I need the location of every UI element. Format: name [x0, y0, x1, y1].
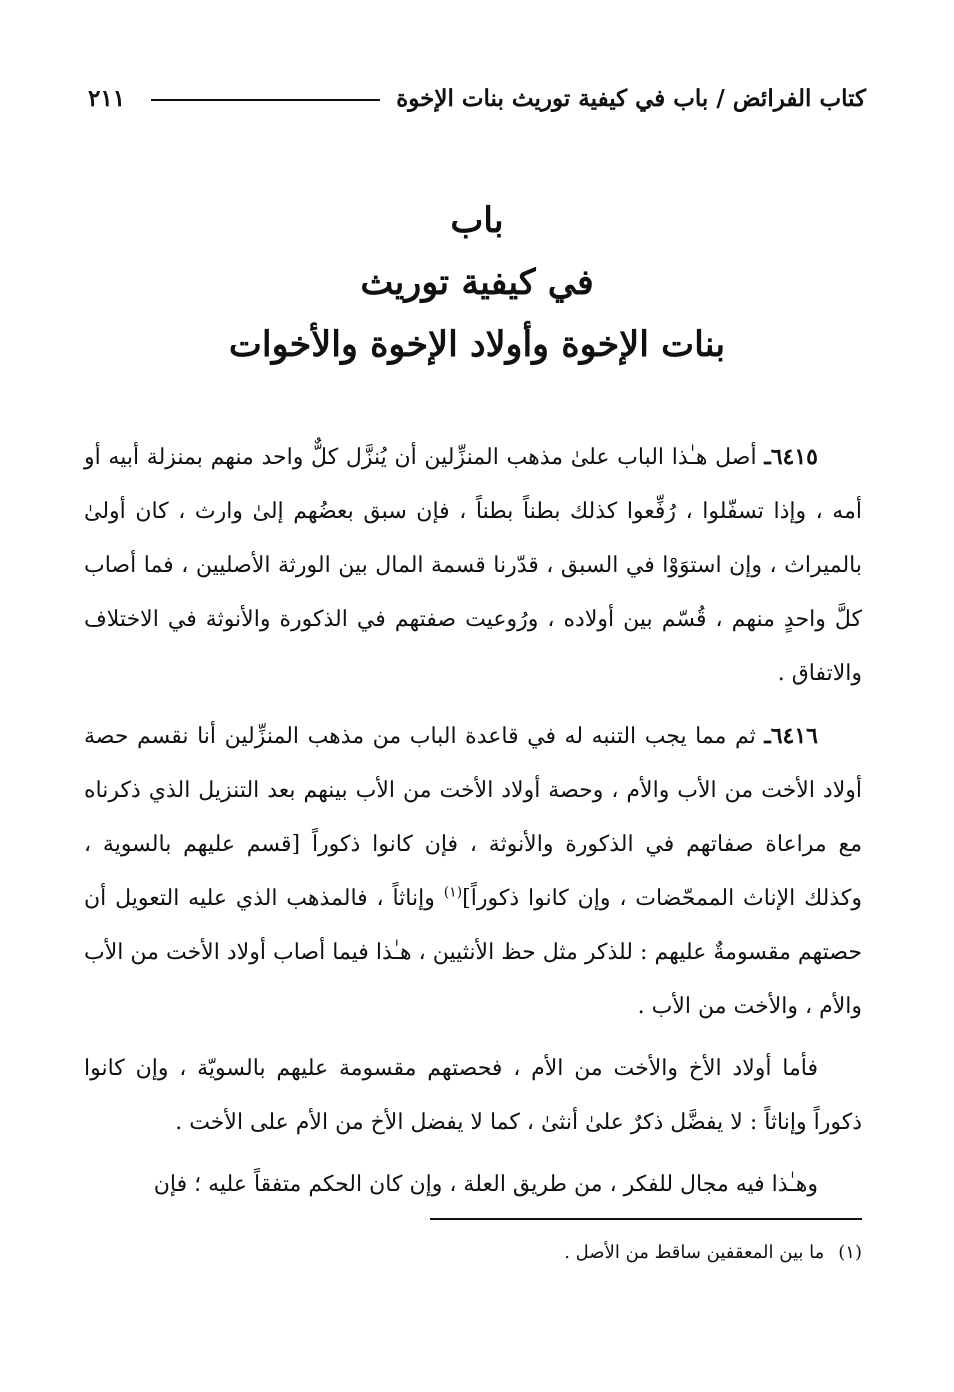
footnote-text: ما بين المعقفين ساقط من الأصل . — [564, 1242, 825, 1263]
paragraph-reasoning — [84, 1158, 862, 1212]
footnote-mark: (١) — [838, 1242, 862, 1263]
chapter-heading-line-3: بنات الإخوة وأولاد الإخوة والأخوات — [228, 324, 726, 365]
running-head — [88, 76, 866, 120]
footnote-rule — [430, 1218, 862, 1220]
body-text — [84, 430, 862, 1212]
paragraph-6416 — [84, 709, 862, 1034]
paragraph-text: وهـٰذا فيه مجال للفكر ، من طريق العلة ، وإن كان الحكم متفقاً عليه ؛ فإن — [153, 1172, 818, 1197]
paragraph-6415 — [84, 430, 862, 701]
running-head-title: كتاب الفرائض / باب في كيفية توريث بنات الإخوة — [396, 84, 866, 112]
paragraph-number: ٦٤١٥ـ — [764, 444, 818, 470]
chapter-heading — [88, 190, 866, 376]
paragraph-text: ثم مما يجب التنبه له في قاعدة الباب من مذهب المنزِّلين أنا نقسم حصة أولاد الأخت من الأب والأم ، وحصة أولاد الأخت من الأب بينهم بعد التنزيل الذي ذكرناه مع مراعاة صفاتهم في الذكورة والأنوثة ، فإن كانوا ذكوراً [قسم عليهم بالسوية ، وكذلك الإناث الممحّضات ، وإن كانوا ذكوراً] — [84, 724, 862, 911]
paragraph-text: أصل هـٰذا الباب علىٰ مذهب المنزِّلين أن يُنزَّل كلٌّ واحد منهم بمنزلة أبيه أو أمه ، وإذا تسفّلوا ، رُفِّعوا كذلك بطناً بطناً ، فإن سبق بعضُهم إلىٰ وارث ، كان أولىٰ بالميراث ، وإن استوَوْا في السبق ، قدّرنا قسمة المال بين الورثة الأصليين ، فما أصاب كلَّ واحدٍ منهم ، قُسّم بين أولاده ، ورُوعيت صفتهم في الذكورة والأنوثة في الاختلاف والاتفاق . — [84, 445, 862, 686]
paragraph-siblings-mother — [84, 1042, 862, 1150]
footnote-reference: (١) — [443, 884, 463, 901]
running-head-rule — [151, 99, 380, 101]
chapter-heading-line-1: باب — [450, 200, 504, 241]
paragraph-number: ٦٤١٦ـ — [764, 723, 818, 749]
footnote — [84, 1238, 862, 1268]
paragraph-text-continued: وإناثاً ، فالمذهب الذي عليه التعويل أن حصتهم مقسومةٌ عليهم : للذكر مثل حظ الأنثيين ، هـٰذا فيما أصاب أولاد الأخت من الأب والأم ، والأخت من الأب . — [84, 886, 862, 1019]
page-number: ٢١١ — [88, 84, 126, 112]
chapter-heading-line-2: في كيفية توريث — [360, 262, 594, 303]
paragraph-text: فأما أولاد الأخ والأخت من الأم ، فحصتهم مقسومة عليهم بالسويّة ، وإن كانوا ذكوراً وإناثاً : لا يفضَّل ذكرٌ علىٰ أنثىٰ ، كما لا يفضل الأخ من الأم على الأخت . — [84, 1056, 862, 1135]
